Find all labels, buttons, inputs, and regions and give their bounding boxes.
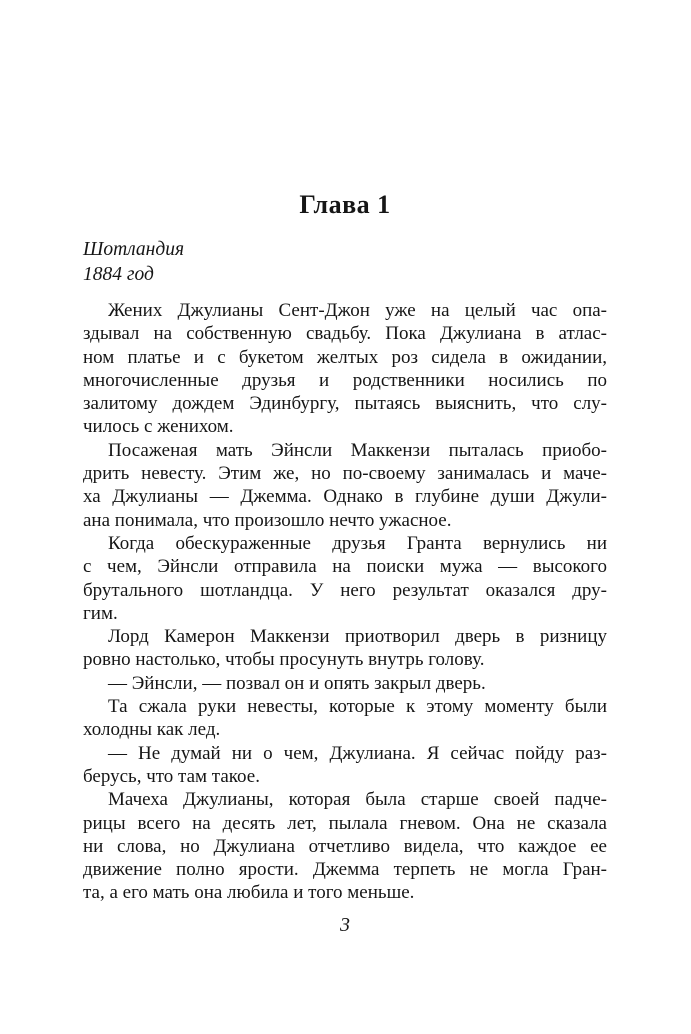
text-line: ровно настолько, чтобы просунуть внутрь голову. xyxy=(83,649,485,671)
text-line: многочисленные друзья и родственники носились по xyxy=(83,369,607,391)
text-line: — Не думай ни о чем, Джулиана. Я сейчас пойду раз- xyxy=(108,742,607,764)
text-line: движение полно ярости. Джемма терпеть не могла Гран- xyxy=(83,859,607,881)
paragraph xyxy=(83,788,607,904)
text-line: Та сжала руки невесты, которые к этому моменту были xyxy=(108,696,607,718)
text-line: чилось с женихом. xyxy=(83,416,234,438)
paragraph xyxy=(83,672,607,695)
text-line: та, а его мать она любила и того меньше. xyxy=(83,882,415,904)
text-line: Мачеха Джулианы, которая была старше своей падче- xyxy=(108,789,607,811)
paragraph xyxy=(83,625,607,672)
chapter-heading: Глава 1 xyxy=(299,190,391,219)
text-line: брутального шотландца. У него результат оказался дру- xyxy=(83,579,607,601)
text-line: с чем, Эйнсли отправила на поиски мужа — высокого xyxy=(83,556,607,578)
text-line: Когда обескураженные друзья Гранта вернулись ни xyxy=(108,532,607,554)
paragraph xyxy=(83,439,607,532)
paragraph xyxy=(83,695,607,742)
scene-location: Шотландия xyxy=(83,239,185,260)
text-line: Жених Джулианы Сент-Джон уже на целый час опа- xyxy=(108,300,607,321)
text-line: Лорд Камерон Маккензи приотворил дверь в ризницу xyxy=(108,626,607,648)
text-line: Посаженая мать Эйнсли Маккензи пыталась приобо- xyxy=(108,439,607,461)
page-number: 3 xyxy=(340,914,350,936)
text-line: берусь, что там такое. xyxy=(83,765,260,787)
text-line: ана понимала, что произошло нечто ужасное. xyxy=(83,509,452,531)
text-line: ном платье и с букетом желтых роз сидела в ожидании, xyxy=(83,346,607,368)
paragraph xyxy=(83,299,607,439)
text-line: гим. xyxy=(83,602,118,624)
text-line: залитому дождем Эдинбургу, пытаясь выяснить, что слу- xyxy=(83,393,607,415)
text-line: ни слова, но Джулиана отчетливо видела, что каждое ее xyxy=(83,835,607,857)
paragraph xyxy=(83,742,607,789)
text-line: холодны как лед. xyxy=(83,719,221,741)
text-line: дрить невесту. Этим же, но по-своему занималась и маче- xyxy=(83,463,607,485)
text-line: — Эйнсли, — позвал он и опять закрыл дверь. xyxy=(108,672,486,694)
text-line: ха Джулианы — Джемма. Однако в глубине души Джули- xyxy=(83,486,607,508)
scene-setting xyxy=(83,237,607,287)
text-line: рицы всего на десять лет, пылала гневом. Она не сказала xyxy=(83,812,607,834)
scene-year: 1884 год xyxy=(83,264,154,285)
text-line: здывал на собственную свадьбу. Пока Джулиана в атлас- xyxy=(83,323,607,345)
body-text xyxy=(83,299,607,905)
paragraph xyxy=(83,532,607,625)
